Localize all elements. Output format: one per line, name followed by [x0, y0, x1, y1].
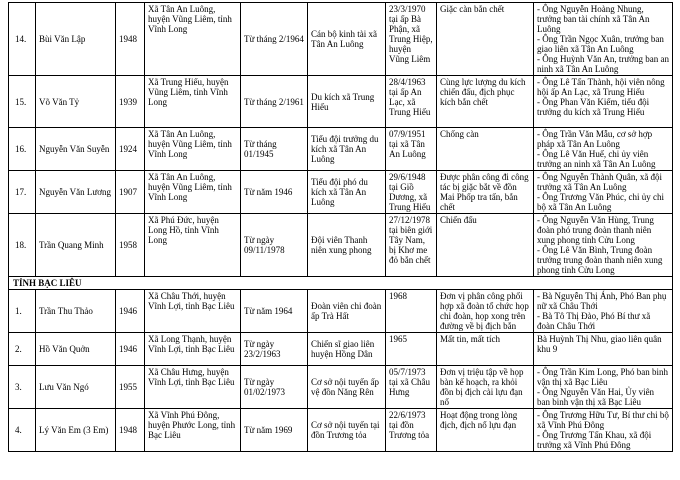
death-date-place-cell: 27/12/1978 tại biên giới Tây Nam, bị Khơ me đỏ bắn chết — [386, 214, 437, 277]
table-row — [9, 76, 673, 128]
position-cell: Tiểu đội trưởng du kích xã Tân An Luông — [308, 128, 386, 171]
martyrs-table — [8, 2, 673, 452]
position-cell: Chiến sĩ giao liên huyện Hồng Dân — [308, 333, 386, 366]
row-number-cell: 14. — [9, 3, 36, 76]
death-date-place-cell: 29/6/1948 tại Giồ Dương, xã Trung Hiếu — [386, 171, 437, 214]
position-cell: Du kích xã Trung Hiếu — [308, 76, 386, 128]
position-cell: Cơ sở nội tuyến ấp vệ đồn Năng Rên — [308, 366, 386, 409]
hometown-cell: Xã Long Thạnh, huyện Vĩnh Lợi, tỉnh Bạc Liêu — [145, 333, 241, 366]
witnesses-cell — [534, 76, 673, 128]
martyr-name-cell: Bùi Văn Lập — [36, 3, 116, 76]
row-number-cell: 1. — [9, 290, 36, 333]
witness-entry: - Ông Nguyễn Thành Quân, xã đội trưởng xã Tân An Luông — [537, 172, 663, 192]
witnesses-cell — [534, 290, 673, 333]
row-number-cell: 17. — [9, 171, 36, 214]
hometown-cell: Xã Trung Hiếu, huyện Vũng Liêm, tỉnh Vĩnh Long — [145, 76, 241, 128]
section-title: TỈNH BẠC LIÊU — [9, 277, 673, 290]
martyr-name-cell: Võ Văn Tỷ — [36, 76, 116, 128]
participation-date-cell: Từ tháng 01/1945 — [241, 128, 308, 171]
row-number-cell: 16. — [9, 128, 36, 171]
table-row — [9, 214, 673, 277]
witness-entry: - Ông Nguyễn Hoàng Nhung, trưởng ban tài chính xã Tân An Luông — [537, 4, 650, 34]
position-cell: Cơ sở nội tuyến tại đồn Trương tỏa — [308, 409, 386, 452]
table-row — [9, 333, 673, 366]
witness-entry: - Ông Lê Văn Bình, Trung đoàn trưởng trung đoàn thanh niên xung phong tỉnh Cửu Long — [537, 245, 663, 275]
circumstance-cell: Chống càn — [437, 128, 534, 171]
participation-date-cell: Từ tháng 2/1961 — [241, 76, 308, 128]
table-body-bac-lieu — [9, 290, 673, 452]
row-number-cell: 15. — [9, 76, 36, 128]
table-body-vinh-long — [9, 3, 673, 277]
hometown-cell: Xã Châu Thới, huyện Vĩnh Lợi, tỉnh Bạc Liêu — [145, 290, 241, 333]
witness-entry: - Ông Huỳnh Văn An, trưởng ban an ninh xã Tân An Luông — [537, 54, 669, 74]
witness-entry: Bà Huỳnh Thị Nhu, giao liên quân khu 9 — [537, 334, 662, 354]
hometown-cell: Xã Châu Hưng, huyện Vĩnh Lợi, tỉnh Bạc Liêu — [145, 366, 241, 409]
document-page — [8, 2, 672, 452]
witnesses-cell — [534, 366, 673, 409]
circumstance-cell: Đơn vị phân công phối hợp xã đoàn tổ chức họp chi đoàn, họp xong trên đường về bị địch bắn — [437, 290, 534, 333]
table-row — [9, 366, 673, 409]
participation-date-cell: Từ năm 1969 — [241, 409, 308, 452]
witness-entry: - Ông Lê Văn Huế, chi ủy viên trưởng an ninh xã Tân An Luông — [537, 149, 656, 169]
table-row — [9, 128, 673, 171]
birth-year-cell: 1946 — [116, 333, 145, 366]
death-date-place-cell: 22/6/1973 tại đồn Trương tỏa — [386, 409, 437, 452]
witness-entry: - Ông Trương Hữu Tư, Bí thư chi bộ xã Vĩnh Phú Đông — [537, 410, 669, 430]
death-date-place-cell: 23/3/1970 tại ấp Bà Phận, xã Trung Hiệp, huyện Vũng Liêm — [386, 3, 437, 76]
circumstance-cell: Được phân công đi công tác bị giặc bắt về đồn Mai Phốp tra tấn, bắn chết — [437, 171, 534, 214]
witness-entry: - Ông Trương Tấn Khau, xã đội trưởng xã Vĩnh Phú Đông — [537, 430, 652, 450]
participation-date-cell: Từ tháng 2/1964 — [241, 3, 308, 76]
witnesses-cell — [534, 128, 673, 171]
birth-year-cell: 1946 — [116, 290, 145, 333]
row-number-cell: 4. — [9, 409, 36, 452]
martyr-name-cell: Lưu Văn Ngó — [36, 366, 116, 409]
birth-year-cell: 1948 — [116, 409, 145, 452]
position-cell: Đoàn viên chi đoàn ấp Trà Hất — [308, 290, 386, 333]
witness-entry: - Ông Trần Kim Long, Phó ban binh vận thị xã Bạc Liêu — [537, 367, 669, 387]
witness-entry: - Ông Lê Tấn Thành, hội viên nông hội ấp An Lạc, xã Trung Hiếu — [537, 77, 665, 97]
martyr-name-cell: Lý Văn Em (3 Em) — [36, 409, 116, 452]
witnesses-cell — [534, 214, 673, 277]
witness-entry: - Bà Tô Thị Đào, Phó Bí thư xã đoàn Châu Thới — [537, 311, 651, 331]
row-number-cell: 2. — [9, 333, 36, 366]
table-row — [9, 409, 673, 452]
witness-entry: - Ông Trương Văn Phúc, chi ủy chi bộ xã Tân An Luông — [537, 192, 664, 212]
martyr-name-cell: Nguyễn Văn Suyễn — [36, 128, 116, 171]
witnesses-cell — [534, 409, 673, 452]
participation-date-cell: Từ năm 1964 — [241, 290, 308, 333]
participation-date-cell: Từ ngày 01/02/1973 — [241, 366, 308, 409]
row-number-cell: 18. — [9, 214, 36, 277]
birth-year-cell: 1955 — [116, 366, 145, 409]
hometown-cell: Xã Tân An Luông, huyện Vũng Liêm, tỉnh Vĩnh Long — [145, 128, 241, 171]
circumstance-cell: Mất tin, mất tích — [437, 333, 534, 366]
witness-entry: - Ông Phan Văn Kiếm, tiểu đội trưởng du kích xã Trung Hiếu — [537, 97, 650, 117]
birth-year-cell: 1907 — [116, 171, 145, 214]
martyr-name-cell: Nguyễn Văn Lương — [36, 171, 116, 214]
hometown-cell: Xã Phú Đức, huyện Long Hồ, tỉnh Vĩnh Long — [145, 214, 241, 277]
table-row — [9, 3, 673, 76]
witnesses-cell — [534, 171, 673, 214]
position-cell: Cán bộ kinh tài xã Tân An Luông — [308, 3, 386, 76]
position-cell: Tiểu đội phó du kích xã Tân An Luông — [308, 171, 386, 214]
row-number-cell: 3. — [9, 366, 36, 409]
section-header-group — [9, 277, 673, 290]
martyr-name-cell: Trần Quang Minh — [36, 214, 116, 277]
birth-year-cell: 1948 — [116, 3, 145, 76]
witnesses-cell — [534, 333, 673, 366]
martyr-name-cell: Hồ Văn Quởn — [36, 333, 116, 366]
table-row — [9, 171, 673, 214]
circumstance-cell: Đơn vị triệu tập về họp bàn kế hoạch, ra khỏi đồn bị địch cài lựu đạn nổ — [437, 366, 534, 409]
participation-date-cell: Từ ngày 23/2/1963 — [241, 333, 308, 366]
death-date-place-cell: 05/7/1973 tại xã Châu Hưng — [386, 366, 437, 409]
table-row — [9, 290, 673, 333]
section-header-row — [9, 277, 673, 290]
participation-date-cell: Từ năm 1946 — [241, 171, 308, 214]
hometown-cell: Xã Vĩnh Phú Đông, huyện Phước Long, tỉnh Bạc Liêu — [145, 409, 241, 452]
death-date-place-cell: 1965 — [386, 333, 437, 366]
death-date-place-cell: 1968 — [386, 290, 437, 333]
witness-entry: - Ông Trần Ngọc Xuân, trưởng ban giao liên xã Tân An Luông — [537, 34, 664, 54]
witness-entry: - Bà Nguyễn Thị Ánh, Phó Ban phụ nữ xã Châu Thới — [537, 291, 667, 311]
circumstance-cell: Chiến đấu — [437, 214, 534, 277]
hometown-cell: Xã Tân An Luông, huyện Vũng Liêm, tỉnh Vĩnh Long — [145, 171, 241, 214]
birth-year-cell: 1939 — [116, 76, 145, 128]
hometown-cell: Xã Tân An Luông, huyện Vũng Liêm, tỉnh Vĩnh Long — [145, 3, 241, 76]
witnesses-cell — [534, 3, 673, 76]
circumstance-cell: Hoạt động trong lòng địch, địch nổ lựu đạn — [437, 409, 534, 452]
witness-entry: - Ông Nguyễn Văn Hùng, Trung đoàn phó trung đoàn thanh niên xung phong tỉnh Cửu Long — [537, 215, 654, 245]
witness-entry: - Ông Trần Văn Mẫu, cơ sở hợp pháp xã Tân An Luông — [537, 129, 653, 149]
witness-entry: - Ông Nguyễn Văn Hai, Ủy viên ban binh vận thị xã Bạc Liêu — [537, 387, 655, 407]
death-date-place-cell: 28/4/1963 tại ấp An Lạc, xã Trung Hiếu — [386, 76, 437, 128]
death-date-place-cell: 07/9/1951 tại xã Tân An Luông — [386, 128, 437, 171]
position-cell: Đội viên Thanh niên xung phong — [308, 214, 386, 277]
participation-date-cell: Từ ngày 09/11/1978 — [241, 214, 308, 277]
birth-year-cell: 1958 — [116, 214, 145, 277]
birth-year-cell: 1924 — [116, 128, 145, 171]
martyr-name-cell: Trần Thu Thảo — [36, 290, 116, 333]
circumstance-cell: Cùng lực lượng du kích chiến đấu, địch phục kích bắn chết — [437, 76, 534, 128]
circumstance-cell: Giặc càn bắn chết — [437, 3, 534, 76]
